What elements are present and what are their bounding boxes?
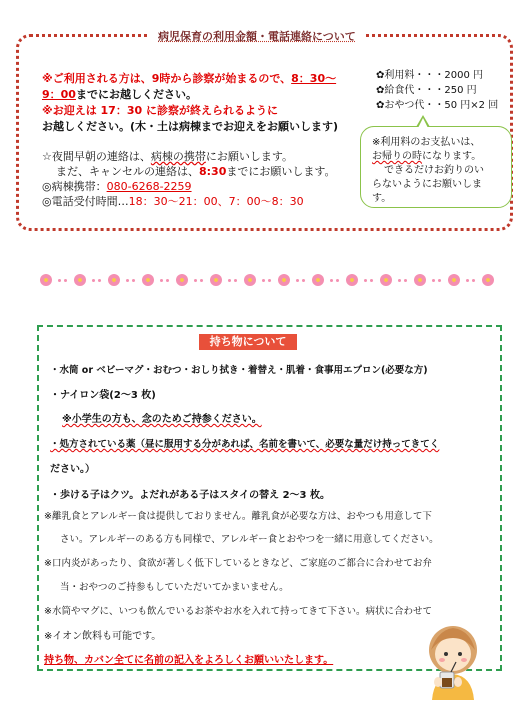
flower-icon <box>210 274 222 286</box>
flower-icon <box>40 274 52 286</box>
bubble-line-3: できるだけお釣りのい <box>384 165 484 176</box>
flower-icon <box>278 274 290 286</box>
notice-line-3: ※お迎えは 17：30 に診察が終えられるように <box>42 104 278 117</box>
flower-icon <box>414 274 426 286</box>
fees-contact-title: 病児保育の利用金額・電話連絡について <box>150 28 364 44</box>
fee-meal: ✿給食代・・・250 円 <box>376 85 477 96</box>
flower-icon <box>176 274 188 286</box>
note-4: ※イオン飲料も可能です。 <box>44 631 162 642</box>
notice-line-2: 9：00までにお越しください。 <box>42 88 197 101</box>
child-drinking-illustration <box>418 620 488 700</box>
flower-icon <box>380 274 392 286</box>
flower-icon <box>312 274 324 286</box>
fee-usage: ✿利用料・・・2000 円 <box>376 70 484 81</box>
item-3-line-2: ださい。） <box>50 464 95 475</box>
note-1-line-1: ※離乳食とアレルギー食は提供しておりません。離乳食が必要な方は、おやつも用意して下 <box>44 511 432 522</box>
note-1-line-2: さい。アレルギーのある方も同様で、アレルギー食とおやつを一緒に用意してください。 <box>60 534 439 545</box>
flower-icon <box>482 274 494 286</box>
bubble-line-1: ※利用料のお支払いは、 <box>372 137 481 148</box>
contact-line-3: ◎病棟携帯：080-6268-2259 <box>42 180 192 193</box>
item-2-note: ※小学生の方も、念のためご持参ください。 <box>62 414 262 425</box>
bubble-line-2: お帰りの時になります。 <box>372 151 482 162</box>
bubble-line-4: らないようにお願いしま <box>372 179 482 190</box>
contact-line-2: まだ、キャンセルの連絡は、8:30までにお願いします。 <box>56 165 336 178</box>
notice-line-4: お越しください。(木・土は病棟までお迎えをお願いします) <box>42 120 339 133</box>
contact-line-1: ☆夜間早朝の連絡は、病棟の携帯にお願いします。 <box>42 150 293 163</box>
item-4: ・歩ける子はクツ。よだれがある子はスタイの替え 2～3 枚。 <box>50 490 330 501</box>
bubble-line-5: す。 <box>372 193 392 204</box>
belongings-title: 持ち物について <box>199 334 297 350</box>
flower-icon <box>448 274 460 286</box>
fee-snack: ✿おやつ代・・50 円×2 回 <box>376 100 499 111</box>
item-1: ・水筒 or ベビーマグ・おむつ・おしり拭き・着替え・肌着・食事用エプロン(必要な方) <box>50 365 428 376</box>
flower-icon <box>346 274 358 286</box>
item-3-line-1: ・処方されている薬（昼に服用する分があれば、名前を書いて、必要な量だけ持ってきてく <box>50 439 440 450</box>
flower-icon <box>244 274 256 286</box>
closing-note: 持ち物、カバン全てに名前の記入をよろしくお願いいたします。 <box>44 655 334 666</box>
flower-icon <box>142 274 154 286</box>
notice-line-1: ※ご利用される方は、9時から診察が始まるので、8：30～ <box>42 72 337 85</box>
flower-icon <box>108 274 120 286</box>
flower-divider <box>40 274 510 288</box>
note-2-line-1: ※口内炎があったり、食欲が著しく低下しているときなど、ご家庭のご都合に合わせてお弁 <box>44 558 432 569</box>
note-3: ※水筒やマグに、いつも飲んでいるお茶やお水を入れて持ってきて下さい。病状に合わせて <box>44 606 432 617</box>
note-2-line-2: 当・おやつのご持参もしていただいてかまいません。 <box>60 582 289 593</box>
item-2: ・ナイロン袋(2～3 枚) <box>50 390 156 401</box>
flower-icon <box>74 274 86 286</box>
contact-line-4: ◎電話受付時間…18：30～21：00、7：00～8：30 <box>42 195 304 208</box>
